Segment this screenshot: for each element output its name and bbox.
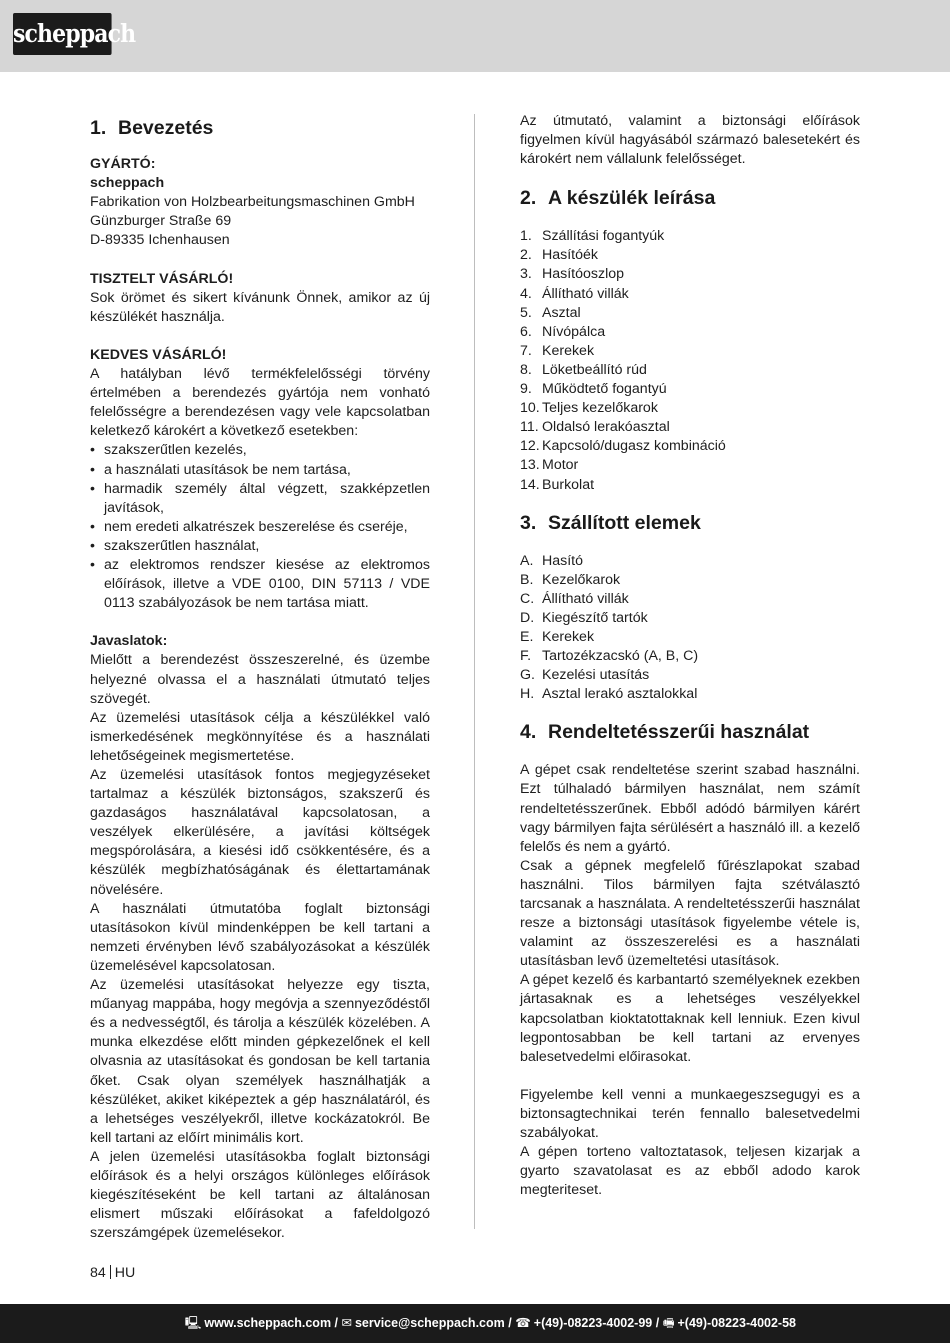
phone-icon: ☎	[515, 1316, 531, 1330]
bullet-item: • szakszerűtlen használat,	[90, 537, 430, 556]
recommendation-paragraph: Az üzemelési utasításokat helyezze egy tiszta, műanyag mappába, hogy megóvja a szennyeződéstől és a nedvességtől, és tárolja a készülék közelében. A munka elkezdése előtt minden gépkezelőnek el kell olvasnia az utasításokat és gondosan be kell tartania őket. Csak olyan személyek használhatják a készüléket, akiket kiképeztek a gép használatáról, és a lehetséges veszélyekről, illetve kockázatokról. Be kell tartani az előírt minimális kort.	[90, 977, 430, 1146]
right-column	[520, 112, 860, 1201]
recommendation-paragraph: Az üzemelési utasítások célja a készülékkel való ismerkedésének megkönnyítése és a használati lehetőségeinek megismertetése.	[90, 709, 430, 764]
footer-contact-bar	[0, 1304, 950, 1343]
disclaimer-text: Az útmutató, valamint a biztonsági előírások figyelmen kívül hagyásából származó balesetekért és károkért nem vállalunk felelősséget.	[520, 113, 860, 168]
manufacturer-label: GYÁRTÓ:	[90, 156, 156, 172]
greeting-1-label: TISZTELT VÁSÁRLÓ!	[90, 270, 234, 287]
section-1-heading: 1. Bevezetés	[90, 117, 214, 139]
list-item: 2. Hasítóék	[520, 247, 598, 264]
fax-number: +(49)-08223-4002-58	[677, 1316, 796, 1330]
mail-icon: ✉	[341, 1316, 352, 1330]
header-bar	[0, 0, 950, 72]
column-divider	[474, 114, 475, 1229]
list-item: F. Tartozékzacskó (A, B, C)	[520, 648, 699, 665]
bullet-item: • szakszerűtlen kezelés,	[90, 441, 430, 460]
list-item: E. Kerekek	[520, 628, 595, 645]
section-3-heading: 3. Szállított elemek	[520, 511, 701, 534]
list-item: 9. Működtető fogantyú	[520, 381, 667, 398]
bullet-item: • az elektromos rendszer kiesése az elektromos előírások, illetve a VDE 0100, DIN 57113 / VDE 0113 szabályozások be nem tartása miatt.	[90, 556, 430, 613]
section-4-heading: 4. Rendeltetésszerűi használat	[520, 721, 810, 744]
list-item: 13. Motor	[520, 457, 579, 474]
greeting-1-text: Sok örömet és sikert kívánunk Önnek, amikor az új készülékét használja.	[90, 289, 430, 325]
computer-icon: 🖳	[184, 1316, 202, 1330]
fax-icon: 🖷	[662, 1316, 675, 1330]
delivered-items-list	[520, 552, 860, 705]
address-line: Fabrikation von Holzbearbeitungsmaschinen GmbH	[90, 194, 415, 211]
recommendation-paragraph: Az üzemelési utasítások fontos megjegyzéseket tartalmaz a készülék biztonságos, szakszerű és gazdaságos használatával kapcsolatosan, a veszélyek elkerülésére, a javítási költségek megspórolására, a kiesési idő csökkentésére, és a készülék megbízhatóságának és élettartamának növelésére.	[90, 767, 430, 898]
email-link[interactable]: service@scheppach.com /	[354, 1316, 512, 1330]
list-item: B. Kezelőkarok	[520, 571, 621, 588]
usage-paragraph: A gépet kezelő és karbantartó személyeknek ezekben jártasaknak es a lehetséges veszélyekkel kapcsolatban kioktatottaknak kell lenniuk. Ezen kivul legpontosabban be kell tartani az ervenyes balesetvedelmi előirasokat.	[520, 972, 860, 1065]
safety-paragraph: Figyelembe kell venni a munkaegeszsegugyi es a biztonsagtechnikai terén fennallo balesetvedelmi szabályokat.	[520, 1086, 860, 1142]
list-item: H. Asztal lerakó asztalokkal	[520, 686, 698, 703]
page-number: 84 HU	[90, 1265, 136, 1281]
list-item: 12. Kapcsoló/dugasz kombináció	[520, 438, 726, 455]
list-item: 4. Állítható villák	[520, 285, 629, 302]
list-item: 7. Kerekek	[520, 342, 595, 359]
list-item: 14. Burkolat	[520, 476, 595, 493]
bullet-item: • a használati utasítások be nem tartása,	[90, 461, 430, 480]
list-item: C. Állítható villák	[520, 590, 629, 607]
recommendations-label: Javaslatok:	[90, 633, 168, 650]
list-item: A. Hasító	[520, 552, 584, 569]
list-item: 1. Szállítási fogantyúk	[520, 228, 665, 245]
list-item: 6. Nívópálca	[520, 323, 606, 340]
website-link[interactable]: www.scheppach.com /	[204, 1316, 339, 1330]
list-item: 10. Teljes kezelőkarok	[520, 400, 658, 417]
left-column	[90, 112, 430, 1243]
recommendation-paragraph: Mielőtt a berendezést összeszerelné, és üzembe helyezné olvassa el a használati útmutató teljes szövegét.	[90, 652, 430, 707]
usage-paragraph: Csak a gépnek megfelelő fűrészlapokat szabad használni. Tilos bármilyen fajta szétválasztó tarcsanak a használata. A rendeltetésszerűi használat resze a biztonsági utasítások figyelembe vétele is, valamint az összeszerelési es a használati utasításban levő üzemeltetési utasítások.	[520, 857, 860, 970]
liability-text: A hatályban lévő termékfelelősségi törvény értelmében a berendezés gyártója nem vonható felelősségre a berendezésen vagy vele kapcsolatban keletkező károkért a következő esetekben:	[90, 366, 430, 440]
bullet-item: • nem eredeti alkatrészek beszerelése és cseréje,	[90, 518, 430, 537]
greeting-2-label: KEDVES VÁSÁRLÓ!	[90, 346, 227, 363]
address-line: D-89335 Ichenhausen	[90, 232, 230, 249]
address-line: Günzburger Straße 69	[90, 213, 232, 230]
list-item: 8. Löketbeállító rúd	[520, 361, 647, 378]
safety-paragraph: A gépen torteno valtoztatasok, teljesen kizarjak a gyarto szavatolasat es az ebből adodo karok megteriteset.	[520, 1144, 860, 1199]
section-2-heading: 2. A készülék leírása	[520, 187, 716, 210]
liability-bullet-list	[90, 441, 430, 613]
list-item: D. Kiegészítő tartók	[520, 609, 648, 626]
list-item: 3. Hasítóoszlop	[520, 266, 625, 283]
list-item: 5. Asztal	[520, 304, 581, 321]
recommendation-paragraph: A használati útmutatóba foglalt biztonsági utasításokon kívül mindenképpen be kell tartani a nemzeti érvényben lévő szabályozásokat a készülék üzemelésével kapcsolatosan.	[90, 900, 430, 974]
list-item: 11. Oldalsó lerakóasztal	[520, 419, 670, 436]
phone-number: +(49)-08223-4002-99 /	[533, 1316, 660, 1330]
scheppach-logo: scheppach	[13, 13, 112, 55]
recommendation-paragraph: A jelen üzemelési utasításokba foglalt biztonsági előírások és a helyi országos különleges előírások kiegészítéseként be kell tartani az általánosan elismert műszaki előírásokat a fafeldolgozó szerszámgépek üzemelésekor.	[90, 1148, 430, 1242]
parts-list	[520, 227, 860, 494]
usage-paragraph: A gépet csak rendeltetése szerint szabad használni. Ezt túlhaladó bármilyen használat, nem számít rendeltetésszerűnek. Ebből adódó bármilyen kárért vagy bármilyen fajta sérülésért a használó ill. a kezelő felelős és nem a gyártó.	[520, 762, 860, 855]
bullet-item: • harmadik személy által végzett, szakképzetlen javítások,	[90, 480, 430, 518]
list-item: G. Kezelési utasítás	[520, 667, 650, 684]
manufacturer-name: scheppach	[90, 175, 165, 192]
